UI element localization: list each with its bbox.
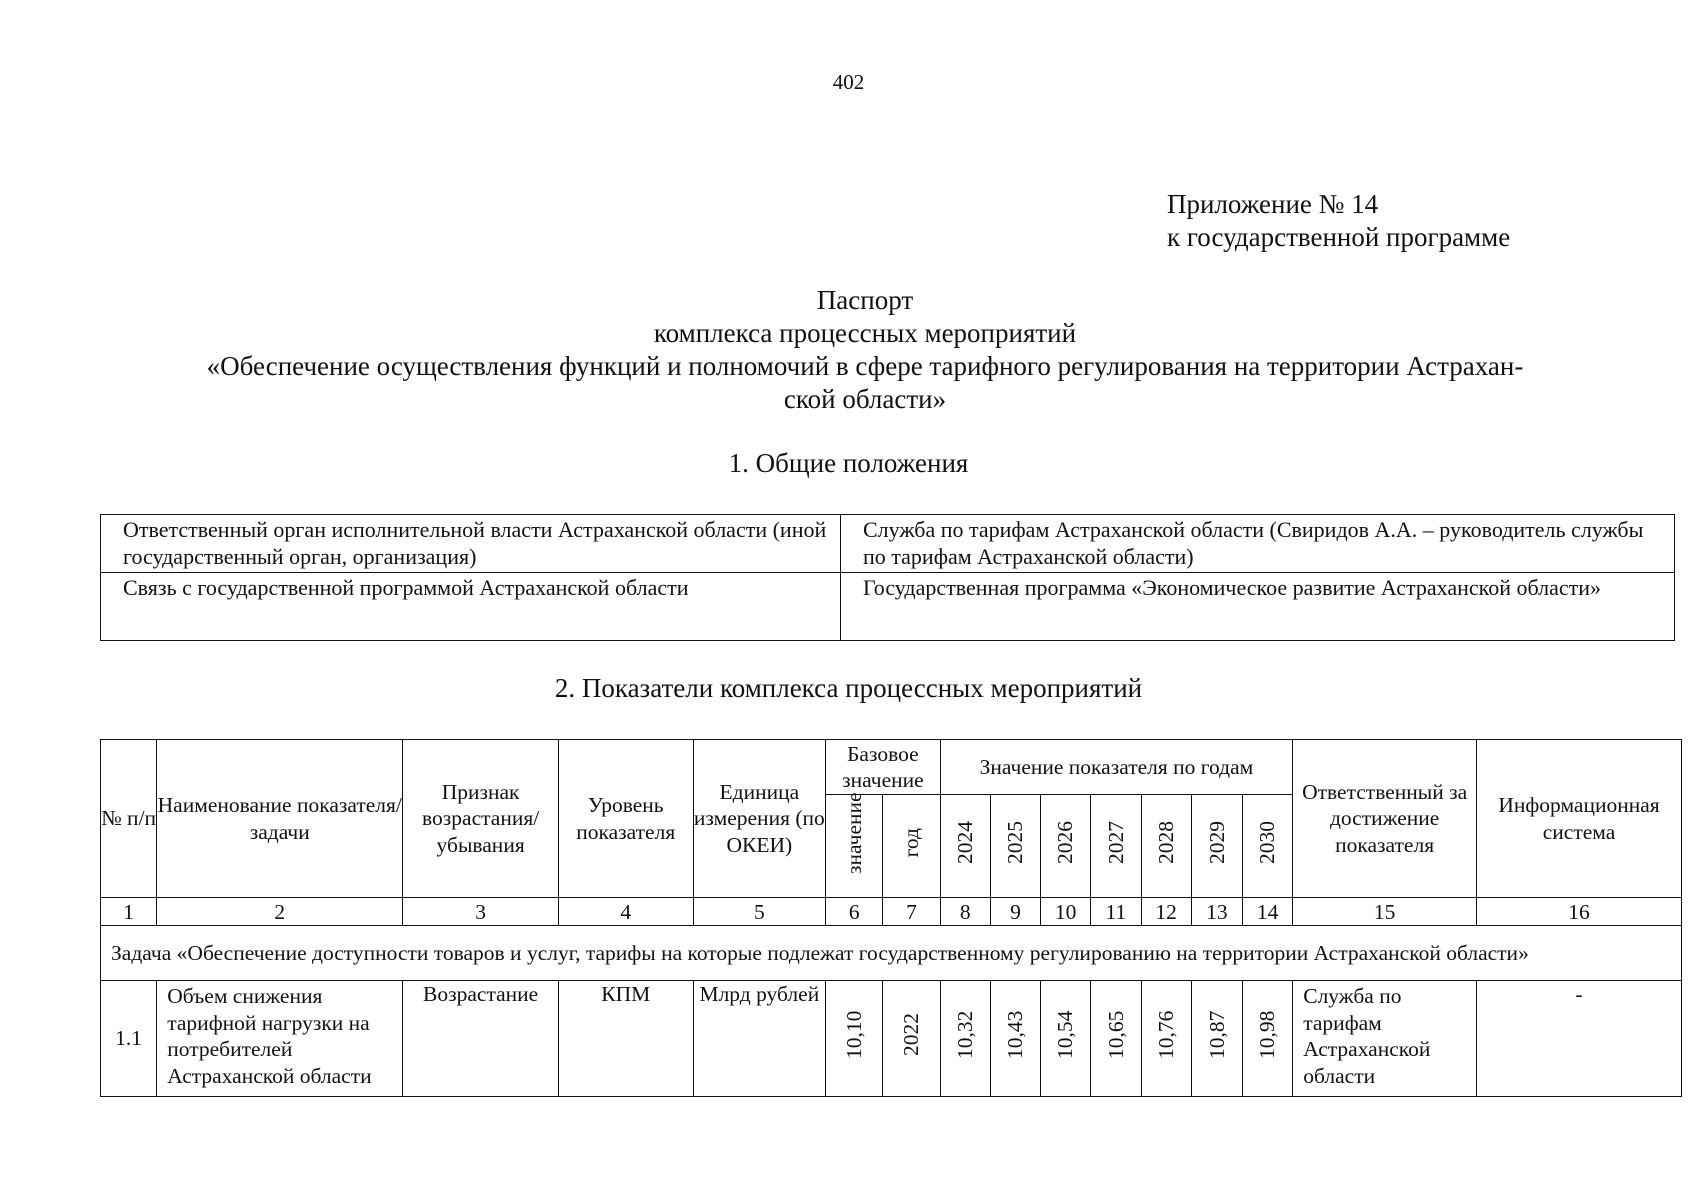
title-line-2: комплекса процессных мероприятий xyxy=(653,318,1077,348)
row-base-value xyxy=(826,981,883,1097)
indicators-table xyxy=(100,739,1682,1097)
header-year-text: 2030 xyxy=(1255,821,1280,865)
row-year-value-text: 10,65 xyxy=(1103,1011,1128,1060)
column-number: 2 xyxy=(157,898,403,926)
row-year-value-text: 10,43 xyxy=(1003,1011,1028,1060)
column-number: 10 xyxy=(1041,898,1091,926)
row-year-value-text: 10,87 xyxy=(1204,1011,1229,1060)
document-title xyxy=(150,284,1580,416)
header-year-text: 2026 xyxy=(1053,821,1078,865)
header-name: Наименование показателя/задачи xyxy=(157,740,403,898)
table-cell-value: Государственная программа «Экономическое развитие Астраханской области» xyxy=(841,573,1675,641)
header-sign: Признак возрастания/ убывания xyxy=(403,740,559,898)
row-year-value xyxy=(940,981,990,1097)
header-base-value xyxy=(826,792,883,898)
row-sign: Возрастание xyxy=(403,981,559,1097)
header-base-value-text: значение xyxy=(842,792,867,874)
section1-heading: 1. Общие положения xyxy=(728,448,969,478)
column-number: 16 xyxy=(1477,898,1682,926)
column-number: 11 xyxy=(1091,898,1141,926)
row-year-value xyxy=(1191,981,1242,1097)
column-number: 14 xyxy=(1242,898,1292,926)
row-year-value-text: 10,98 xyxy=(1255,1011,1280,1060)
task-row xyxy=(101,926,1682,981)
title-line-4: ской области» xyxy=(783,384,947,414)
table-row xyxy=(101,981,1682,1097)
row-year-value xyxy=(1242,981,1292,1097)
header-year-text: 2027 xyxy=(1103,821,1128,865)
header-by-years: Значение показателя по годам xyxy=(940,740,1293,795)
row-unit: Млрд рублей xyxy=(693,981,826,1097)
table-cell-label: Связь с государственной программой Астраханской области xyxy=(101,573,841,641)
title-line-1: Паспорт xyxy=(816,285,914,315)
appendix-line-1: Приложение № 14 xyxy=(1167,189,1379,219)
column-number: 15 xyxy=(1293,898,1477,926)
header-year xyxy=(990,795,1040,898)
row-base-value-text: 10,10 xyxy=(842,1011,866,1060)
row-base-year xyxy=(883,981,940,1097)
row-num: 1.1 xyxy=(101,981,157,1097)
appendix-line-2: к государственной программе xyxy=(1167,222,1511,252)
row-year-value-text: 10,76 xyxy=(1153,1011,1178,1060)
header-year-text: 2029 xyxy=(1204,821,1229,865)
column-number: 1 xyxy=(101,898,157,926)
column-number: 3 xyxy=(403,898,559,926)
column-number: 4 xyxy=(558,898,693,926)
column-number: 8 xyxy=(940,898,990,926)
header-base-year-text: год xyxy=(899,828,924,858)
header-row xyxy=(101,740,1682,795)
row-responsible: Служба по тарифам Астраханской области xyxy=(1293,981,1477,1097)
general-provisions-table xyxy=(100,514,1675,641)
header-responsible: Ответственный за достижение показателя xyxy=(1293,740,1477,898)
row-name: Объем снижения тарифной нагрузки на потребителей Астраханской области xyxy=(157,981,403,1097)
header-year xyxy=(1141,795,1191,898)
table-row xyxy=(101,573,1675,641)
task-title: Задача «Обеспечение доступности товаров и услуг, тарифы на которые подлежат государственному регулированию на территории Астраханской области» xyxy=(101,926,1682,981)
header-year-text: 2028 xyxy=(1153,821,1178,865)
column-number: 7 xyxy=(883,898,940,926)
section2-heading: 2. Показатели комплекса процессных мероприятий xyxy=(554,673,1143,703)
header-info-system: Информационная система xyxy=(1477,740,1682,898)
header-year-text: 2025 xyxy=(1003,821,1028,865)
header-base: Базовое значение xyxy=(826,740,941,795)
header-num: № п/п xyxy=(101,740,157,898)
appendix-note xyxy=(1167,188,1510,254)
header-year xyxy=(1091,795,1141,898)
header-level: Уровень показателя xyxy=(558,740,693,898)
table-row xyxy=(101,515,1675,573)
header-year xyxy=(1191,795,1242,898)
table-cell-value: Служба по тарифам Астраханской области (Свиридов А.А. – руководитель службы по тарифам Астраханской области) xyxy=(841,515,1675,573)
column-number: 12 xyxy=(1141,898,1191,926)
page-number: 402 xyxy=(832,70,865,94)
title-line-3: «Обеспечение осуществления функций и полномочий в сфере тарифного регулирования на территории Астрахан- xyxy=(206,351,1524,381)
row-year-value xyxy=(1091,981,1141,1097)
header-year-text: 2024 xyxy=(952,821,977,865)
header-year xyxy=(1041,795,1091,898)
column-number: 5 xyxy=(693,898,826,926)
table-cell-label: Ответственный орган исполнительной власти Астраханской области (иной государственный орган, организация) xyxy=(101,515,841,573)
header-year xyxy=(1242,795,1292,898)
row-level: КПМ xyxy=(558,981,693,1097)
row-info-system: - xyxy=(1477,981,1682,1097)
column-number: 9 xyxy=(990,898,1040,926)
row-year-value-text: 10,32 xyxy=(952,1011,977,1060)
row-year-value xyxy=(990,981,1040,1097)
row-year-value xyxy=(1041,981,1091,1097)
row-year-value xyxy=(1141,981,1191,1097)
row-year-value-text: 10,54 xyxy=(1053,1011,1078,1060)
column-number-row xyxy=(101,898,1682,926)
column-number: 6 xyxy=(826,898,883,926)
row-base-year-text: 2022 xyxy=(899,1013,924,1057)
header-base-year xyxy=(883,795,940,898)
column-number: 13 xyxy=(1191,898,1242,926)
header-unit: Единица измерения (по ОКЕИ) xyxy=(693,740,826,898)
header-year xyxy=(940,795,990,898)
